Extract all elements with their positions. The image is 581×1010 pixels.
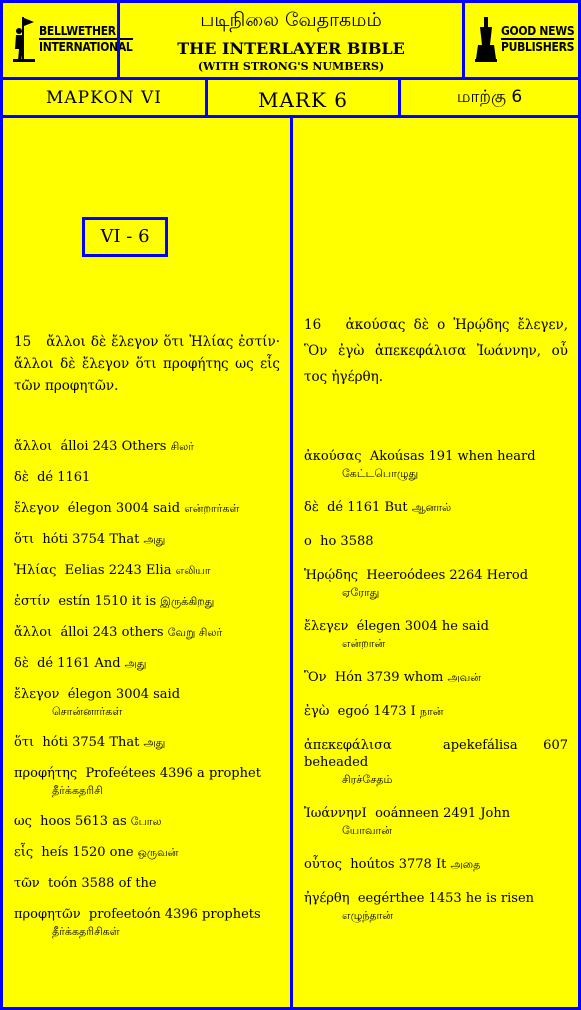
gloss: dé 1161: [37, 470, 91, 485]
tamil-gloss: ஏரோது: [342, 586, 380, 599]
tamil-gloss: இருக்கிறது: [160, 595, 215, 608]
verse-16: [304, 312, 568, 390]
gloss: dé 1161 And: [37, 656, 121, 671]
verse-text: ἀκούσας δὲ ο Ἡρῴδης ἔλεγεν, Ὃν ἐγὼ ἀπεκεφάλισα Ἰωάννην, οὗ τος ἠγέρθη.: [304, 317, 568, 385]
word-entry: [14, 765, 280, 799]
gloss: Heeroódees 2264 Herod: [366, 568, 529, 583]
gloss: egoó 1473 I: [337, 704, 416, 719]
word-entry: [304, 448, 568, 482]
tower-figure-icon: [475, 15, 497, 63]
subtitle: (WITH STRONG'S NUMBERS): [197, 60, 385, 73]
greek-word: ἄλλοι: [14, 439, 53, 454]
word-entry: [14, 844, 280, 861]
greek-word: οὗτος: [304, 857, 343, 872]
logo-line-2: INTERNATIONAL: [39, 40, 133, 54]
greek-word: ὅτι: [14, 532, 35, 547]
gloss: dé 1161 But: [327, 500, 408, 515]
greek-word: ἔλεγον: [14, 501, 60, 516]
reference-english-cell: [205, 77, 401, 118]
tamil-gloss: சிரச்சேதம்: [342, 773, 393, 786]
tamil-gloss: என்றார்கள்: [184, 502, 240, 515]
greek-word: ὅτι: [14, 735, 35, 750]
word-entry: [304, 703, 568, 720]
word-entry: [304, 618, 568, 652]
greek-word: ἠγέρθη: [304, 891, 350, 906]
tamil-gloss: அது: [124, 657, 147, 670]
gloss: hoútos 3778 It: [350, 857, 447, 872]
greek-word: προφητῶν: [14, 907, 81, 922]
word-entry: [304, 890, 568, 924]
gloss: profeetoón 4396 prophets: [88, 907, 261, 922]
reference-greek-cell: [0, 77, 208, 118]
logo-line-1: BELLWETHER: [39, 24, 116, 38]
gloss: eegérthee 1453 he is risen: [357, 891, 535, 906]
greek-word: ἐστίν: [14, 594, 51, 609]
greek-word: ἄλλοι: [14, 625, 53, 640]
tamil-gloss: ஆனால்: [411, 501, 452, 514]
word-entry: [304, 669, 568, 686]
word-entry: [14, 906, 280, 940]
word-entry: [304, 499, 568, 516]
gloss: Profeétees 4396 a prophet: [85, 766, 261, 781]
word-entry: [304, 533, 568, 550]
gloss: estín 1510 it is: [58, 594, 157, 609]
word-entry: [14, 734, 280, 751]
flag-figure-icon: [13, 15, 35, 63]
gloss: élegon 3004 said: [67, 687, 181, 702]
greek-word: δὲ: [304, 500, 319, 515]
greek-word: ο: [304, 534, 312, 549]
reference-greek: ΜΑΡΚΟΝ VI: [45, 88, 163, 108]
logo-line-2: PUBLISHERS: [501, 40, 575, 54]
gloss: álloi 243 Others: [60, 439, 167, 454]
gloss: Eelias 2243 Elia: [64, 563, 172, 578]
gloss: Hón 3739 whom: [334, 670, 444, 685]
publisher-logo-left: [0, 0, 133, 80]
word-entry: [14, 655, 280, 672]
tamil-gloss: என்றான்: [342, 637, 386, 650]
greek-word: Ἡρῴδης: [304, 568, 359, 583]
tamil-gloss: தீர்க்கதரிசி: [52, 784, 103, 797]
tamil-gloss: தீர்க்கதரிசிகள்: [52, 925, 120, 938]
publisher-logo-right: [462, 0, 581, 80]
word-entry: [14, 469, 280, 486]
gloss: ooánneen 2491 John: [375, 806, 511, 821]
chapter-label: VI - 6: [82, 217, 168, 257]
word-entry: [14, 500, 280, 517]
word-list-right: [304, 448, 568, 941]
greek-word: ἀκούσας: [304, 449, 362, 464]
tamil-gloss: அதை: [450, 858, 481, 871]
tamil-gloss: அது: [143, 736, 166, 749]
gloss: élegen 3004 he said: [356, 619, 490, 634]
word-entry: [14, 875, 280, 892]
gloss: toón 3588 of the: [47, 876, 157, 891]
gloss: élegon 3004 said: [67, 501, 181, 516]
greek-word: τῶν: [14, 876, 40, 891]
word-entry: [14, 813, 280, 830]
word-entry: [14, 593, 280, 610]
tamil-gloss: யோவான்: [342, 824, 392, 837]
gloss: apekefálisa 607 beheaded: [304, 738, 568, 770]
tamil-gloss: எலியா: [175, 564, 211, 577]
word-entry: [304, 856, 568, 873]
greek-word: ἸωάννηνΙ: [304, 806, 367, 821]
tamil-gloss: கேட்டபொழுது: [342, 467, 419, 480]
greek-word: ἔλεγον: [14, 687, 60, 702]
word-entry: [14, 531, 280, 548]
word-entry: [14, 438, 280, 455]
gloss: ho 3588: [320, 534, 374, 549]
verse-number: 15: [14, 334, 32, 350]
tamil-gloss: நான்: [419, 705, 444, 718]
greek-word: ως: [14, 814, 32, 829]
greek-word: προφήτης: [14, 766, 78, 781]
tamil-gloss: எழுந்தான்: [342, 909, 393, 922]
verse-number: 16: [304, 317, 322, 333]
logo-line-1: GOOD NEWS: [501, 24, 575, 38]
word-entry: [304, 737, 568, 788]
gloss: heís 1520 one: [41, 845, 134, 860]
reference-english: MARK 6: [257, 88, 348, 112]
tamil-gloss: சொன்னார்கள்: [52, 705, 123, 718]
greek-word: δὲ: [14, 656, 29, 671]
word-entry: [14, 686, 280, 720]
gloss: hóti 3754 That: [42, 532, 140, 547]
word-list-left: [14, 438, 280, 954]
tamil-gloss: போல: [130, 815, 162, 828]
tamil-gloss: அது: [143, 533, 166, 546]
tamil-gloss: அவன்: [447, 671, 481, 684]
greek-word: ἔλεγεν: [304, 619, 349, 634]
title-english: THE INTERLAYER BIBLE: [177, 39, 405, 58]
greek-word: δὲ: [14, 470, 29, 485]
greek-word: ἐγὼ: [304, 704, 330, 719]
gloss: Akoúsas 191 when heard: [369, 449, 536, 464]
title-tamil: படிநிலை வேதாகமம்: [200, 9, 382, 31]
tamil-gloss: சிலர்: [170, 440, 195, 453]
title-block: [117, 0, 465, 80]
tamil-gloss: ஒருவன்: [137, 846, 179, 859]
greek-word: εἷς: [14, 845, 34, 860]
word-entry: [14, 624, 280, 641]
word-entry: [14, 562, 280, 579]
tamil-gloss: வேறு சிலர்: [167, 626, 223, 639]
gloss: hóti 3754 That: [42, 735, 140, 750]
greek-word: Ἠλίας: [14, 563, 57, 578]
greek-word: ἀπεκεφάλισα: [304, 738, 392, 753]
reference-tamil-cell: [398, 77, 581, 118]
verse-15: [14, 331, 280, 397]
gloss: álloi 243 others: [60, 625, 164, 640]
word-entry: [304, 805, 568, 839]
word-entry: [304, 567, 568, 601]
reference-tamil: மாற்கு 6: [456, 87, 523, 107]
gloss: hoos 5613 as: [40, 814, 127, 829]
greek-word: Ὃν: [304, 670, 327, 685]
verse-text: ἄλλοι δὲ ἔλεγον ὅτι Ἠλίας ἐστίν· ἄλλοι δὲ ἔλεγον ὅτι προφήτης ως εἷς τῶν προφητῶν.: [14, 334, 280, 394]
